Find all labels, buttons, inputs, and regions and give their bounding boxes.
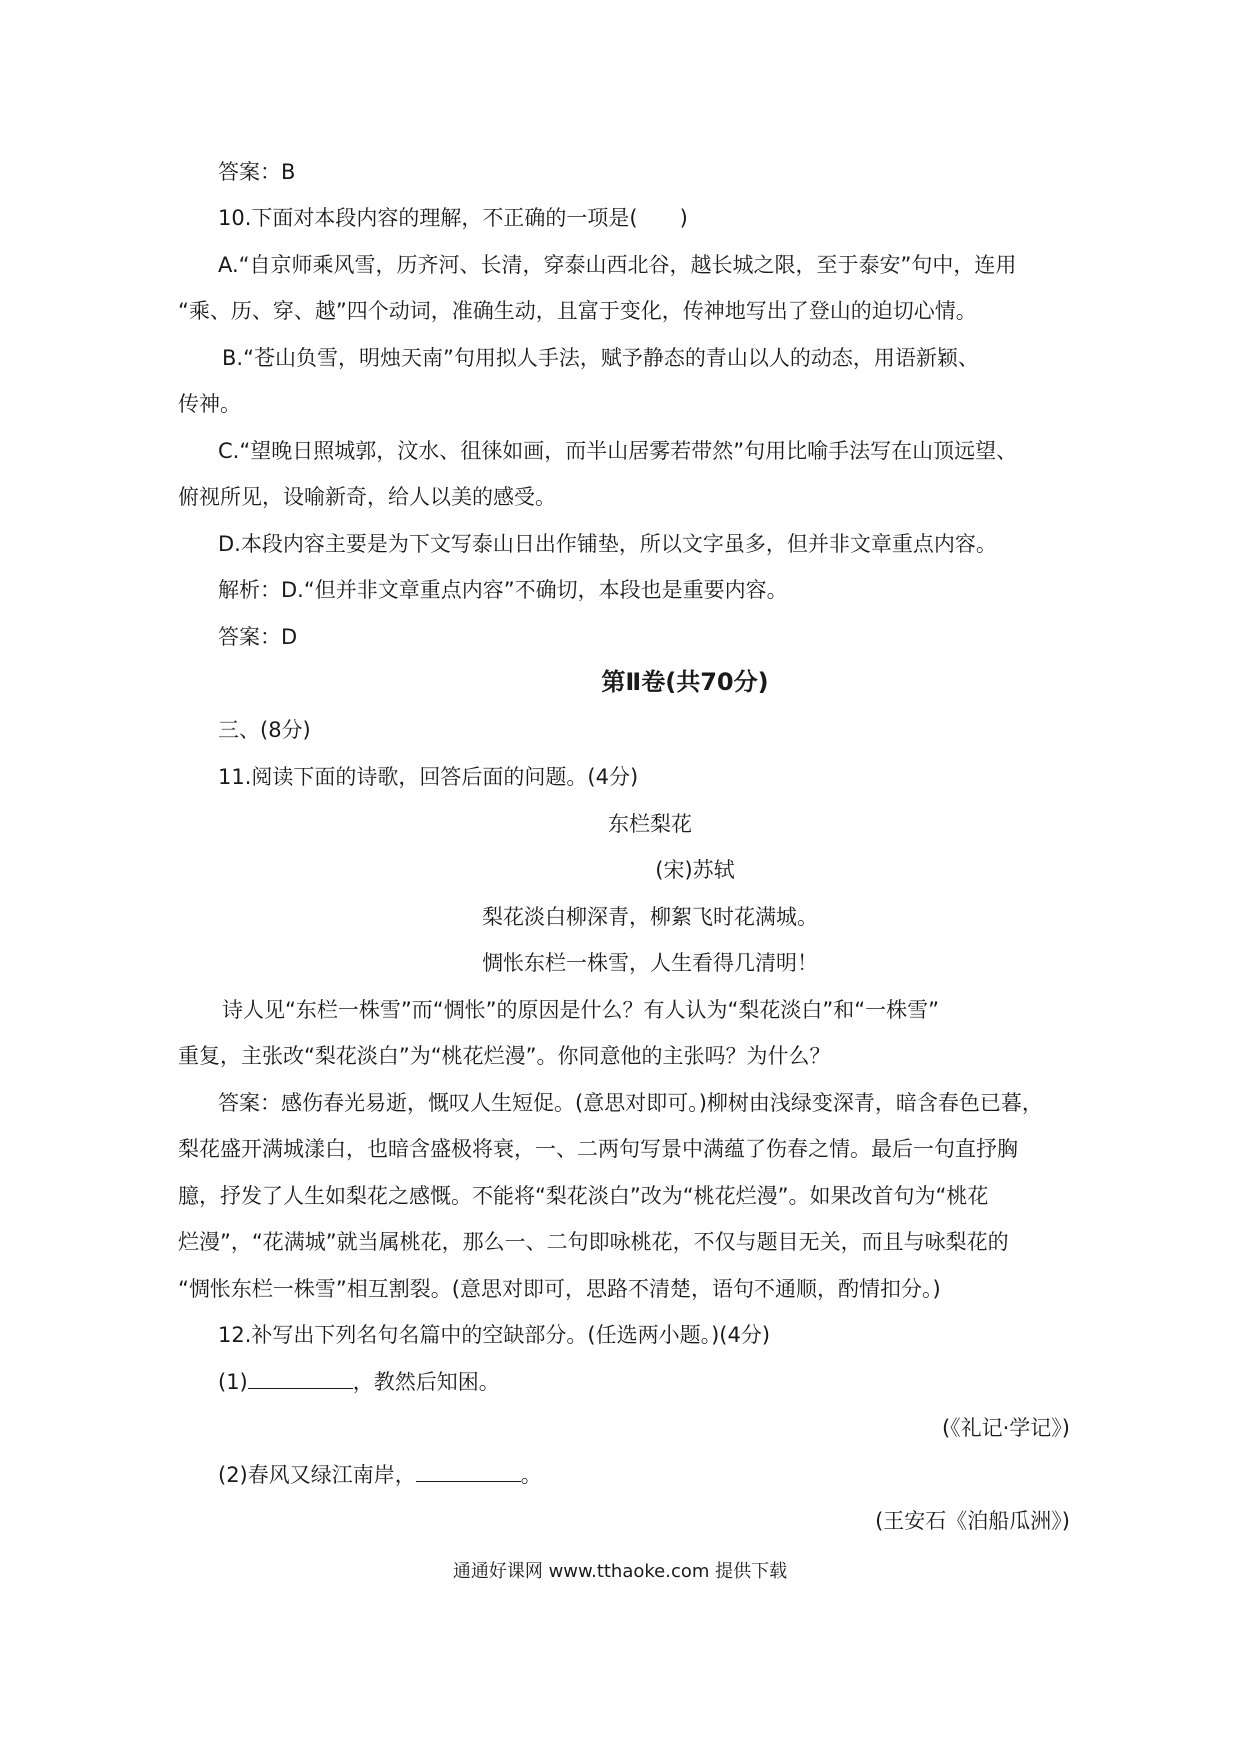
question-10: 10.下面对本段内容的理解，不正确的一项是( ) [218,206,688,230]
option-c-line-2: 俯视所见，设喻新奇，给人以美的感受。 [178,485,556,509]
fill-item-2-prefix: (2)春风又绿江南岸， [218,1463,416,1487]
analysis-line: 解析：D.“但并非文章重点内容”不确切，本段也是重要内容。 [218,578,788,602]
answer-11-line-5: “惆怅东栏一株雪”相互割裂。(意思对即可，思路不清楚，语句不通顺，酌情扣分。) [178,1277,941,1301]
fill-item-1-prefix: (1) [218,1370,248,1394]
part-three-heading: 三、(8分) [218,718,311,742]
answer-11-line-1: 答案：感伤春光易逝，慨叹人生短促。(意思对即可。)柳树由浅绿变深青，暗含春色已暮， [218,1091,1043,1115]
answer-line: 答案：D [218,625,298,649]
fill-item-2 [218,1461,1240,1489]
answer-11-line-3: 臆，抒发了人生如梨花之感慨。不能将“梨花淡白”改为“桃花烂漫”。如果改首句为“桃花 [178,1184,989,1208]
fill-item-1-suffix: ，教然后知困。 [352,1370,500,1394]
option-b-line-2: 传神。 [178,392,241,416]
question-11-text-2: 重复，主张改“梨花淡白”为“桃花烂漫”。你同意他的主张吗？为什么？ [178,1044,831,1068]
page-footer: 通通好课网 www.tthaoke.com 提供下载 [452,1561,788,1582]
option-a-line-2: “乘、历、穿、越”四个动词，准确生动，且富于变化，传神地写出了登山的迫切心情。 [178,299,977,323]
poem-line-1: 梨花淡白柳深青，柳絮飞时花满城。 [482,905,818,929]
answer-11-line-2: 梨花盛开满城漾白，也暗含盛极将衰，一、二两句写景中满蕴了伤春之情。最后一句直抒胸 [178,1137,1018,1161]
blank-line [248,1368,353,1389]
fill-item-2-suffix: 。 [520,1463,542,1487]
question-11-text-1: 诗人见“东栏一株雪”而“惆怅”的原因是什么？有人认为“梨花淡白”和“一株雪” [222,998,940,1022]
fill-item-1 [218,1368,1240,1396]
answer-11-line-4: 烂漫”，“花满城”就当属桃花，那么一、二句即咏桃花，不仅与题目无关，而且与咏梨花的 [178,1230,1009,1254]
poem-title: 东栏梨花 [608,812,692,836]
section-title: 第Ⅱ卷(共70分) [601,668,769,696]
option-c-line-1: C.“望晚日照城郭，汶水、徂徕如画，而半山居雾若带然”句用比喻手法写在山顶远望、 [218,439,1018,463]
option-b-line-1: B.“苍山负雪，明烛天南”句用拟人手法，赋予静态的青山以人的动态，用语新颖、 [222,346,979,370]
option-a-line-1: A.“自京师乘风雪，历齐河、长清，穿泰山西北谷，越长城之限，至于泰安”句中，连用 [218,253,1017,277]
answer-line: 答案：B [218,160,296,184]
blank-line [416,1461,521,1482]
poem-author: (宋)苏轼 [655,858,735,882]
fill-item-2-source: (王安石《泊船瓜洲》) [875,1509,1070,1533]
option-d: D.本段内容主要是为下文写泰山日出作铺垫，所以文字虽多，但并非文章重点内容。 [218,532,997,556]
fill-item-1-source: (《礼记·学记》) [941,1416,1070,1440]
question-11: 11.阅读下面的诗歌，回答后面的问题。(4分) [218,765,639,789]
poem-line-2: 惆怅东栏一株雪，人生看得几清明！ [482,951,818,975]
question-12: 12.补写出下列名句名篇中的空缺部分。(任选两小题。)(4分) [218,1323,771,1347]
